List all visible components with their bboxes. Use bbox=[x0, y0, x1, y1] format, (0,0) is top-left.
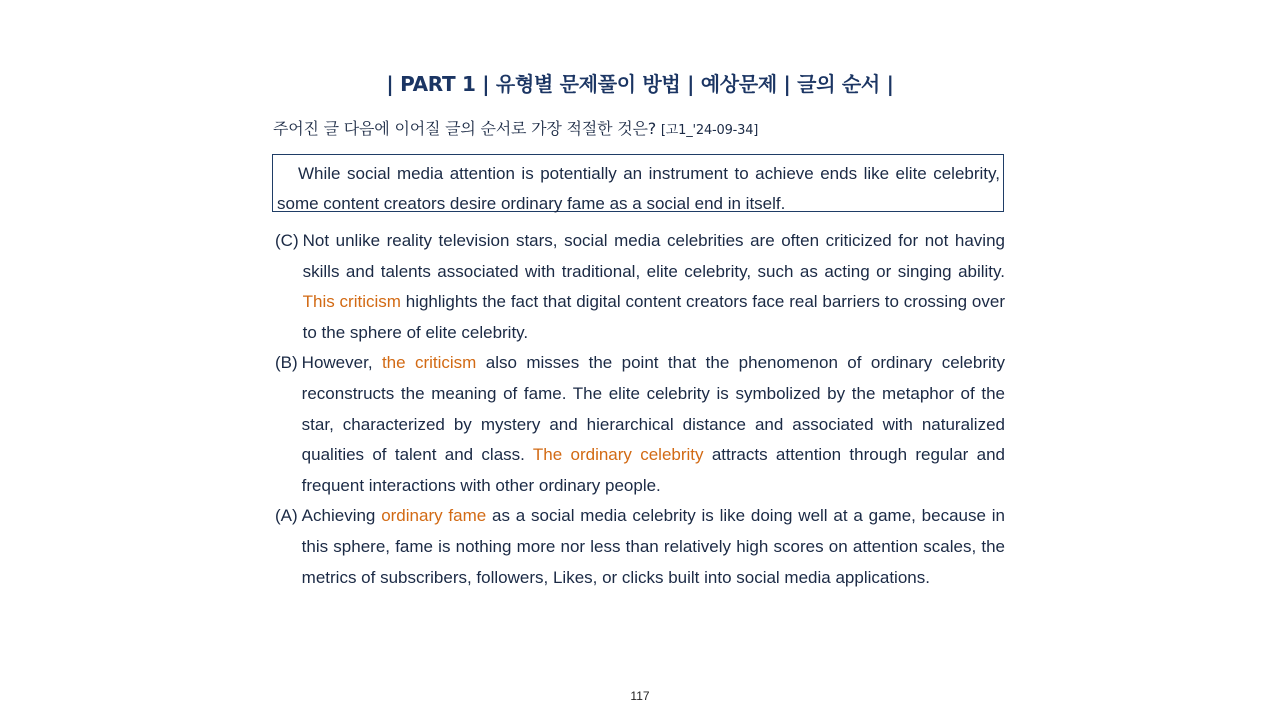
option-text-part: attracts attention through regular and frequent interactions with other ordinary people. bbox=[301, 445, 1005, 495]
option-label: (A) bbox=[275, 506, 298, 526]
question-source: [고1_'24-09-34] bbox=[660, 123, 759, 138]
question-text: 주어진 글 다음에 이어질 글의 순서로 가장 적절한 것은? bbox=[273, 119, 657, 138]
option-a bbox=[275, 501, 1005, 593]
page-title: | PART 1 | 유형별 문제풀이 방법 | 예상문제 | 글의 순서 | bbox=[386, 72, 894, 96]
option-text-part: also misses the point that the phenomenon of ordinary celebrity reconstructs the meaning of fame. The elite celebrity is symbolized by the metaphor of the star, characterized by mystery and hierarchical distance and associated with naturalized qualities of talent and class. bbox=[301, 353, 1005, 465]
option-text-part: highlights the fact that digital content creators face real barriers to crossing over to the sphere of elite celebrity. bbox=[302, 292, 1005, 342]
given-passage-box: While social media attention is potentially an instrument to achieve ends like elite celebrity, some content creators desire ordinary fame as a social end in itself. bbox=[272, 154, 1004, 212]
option-c bbox=[275, 226, 1005, 348]
option-b bbox=[275, 348, 1005, 501]
option-text-part: as a social media celebrity is like doing well at a game, because in this sphere, fame is nothing more nor less than relatively high scores on attention scales, the metrics of subscribers, followers, Likes, or clicks built into social media applications. bbox=[301, 506, 1005, 587]
option-text-part: Not unlike reality television stars, social media celebrities are often criticized for not having skills and talents associated with traditional, elite celebrity, such as acting or singing ability. bbox=[302, 231, 1005, 281]
option-text-part: Achieving bbox=[301, 506, 382, 526]
option-text-part: However, bbox=[301, 353, 382, 373]
options-list bbox=[275, 226, 1005, 593]
option-label: (C) bbox=[275, 231, 299, 250]
option-label: (B) bbox=[275, 353, 298, 373]
option-text bbox=[302, 501, 1005, 593]
highlighted-phrase: the criticism bbox=[381, 353, 477, 373]
page-number: 117 bbox=[630, 689, 650, 703]
highlighted-phrase: The ordinary celebrity bbox=[532, 445, 704, 465]
option-text bbox=[302, 348, 1005, 501]
highlighted-phrase: This criticism bbox=[302, 292, 401, 312]
highlighted-phrase: ordinary fame bbox=[381, 506, 487, 526]
option-text bbox=[303, 226, 1005, 348]
question-prompt bbox=[273, 116, 1013, 139]
